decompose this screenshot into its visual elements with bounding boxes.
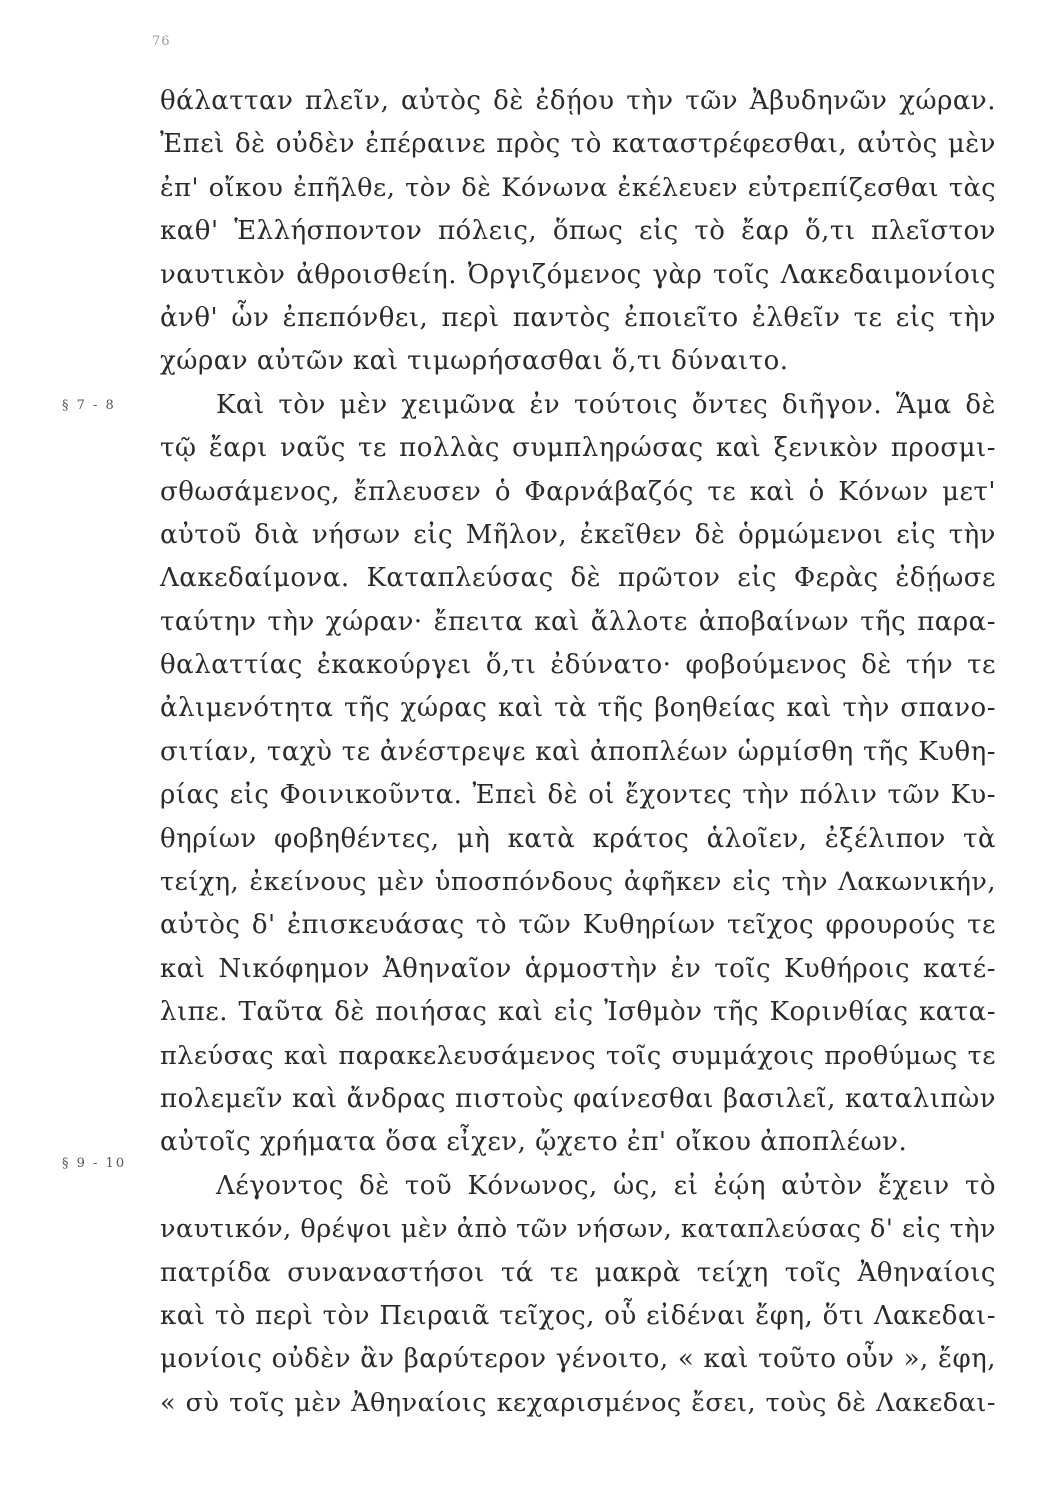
- text-line: « σὺ τοῖς μὲν Ἀθηναίοις κεχαρισμένος ἔσει, τοὺς δὲ Λακεδαι-: [160, 1387, 996, 1418]
- text-line: λιπε. Ταῦτα δὲ ποιήσας καὶ εἰς Ἰσθμὸν τῆς Κορινθίας κατα-: [160, 997, 996, 1028]
- text-line: αὐτοῦ διὰ νήσων εἰς Μῆλον, ἐκεῖθεν δὲ ὁρμώμενοι εἰς τὴν: [160, 519, 996, 550]
- text-line: καθ' Ἑλλήσποντον πόλεις, ὅπως εἰς τὸ ἔαρ ὅ,τι πλεῖστον: [160, 216, 996, 247]
- body-text: [160, 80, 996, 1425]
- text-line: αὐτοῖς χρήματα ὅσα εἶχεν, ᾤχετο ἐπ' οἴκου ἀποπλέων.: [160, 1127, 908, 1158]
- text-line: ταύτην τὴν χώραν· ἔπειτα καὶ ἄλλοτε ἀποβαίνων τῆς παρα-: [160, 606, 996, 637]
- paragraph-start-line: Καὶ τὸν μὲν χειμῶνα ἐν τούτοις ὄντες διῆγον. Ἅμα δὲ: [216, 389, 996, 420]
- text-line: ρίας εἰς Φοινικοῦντα. Ἐπεὶ δὲ οἱ ἔχοντες τὴν πόλιν τῶν Κυ-: [160, 780, 996, 811]
- page-number: 76: [152, 34, 171, 49]
- text-line: ναυτικὸν ἀθροισθείη. Ὀργιζόμενος γὰρ τοῖς Λακεδαιμονίοις: [160, 259, 996, 290]
- text-line: τείχη, ἐκείνους μὲν ὑποσπόνδους ἀφῆκεν εἰς τὴν Λακωνικήν,: [160, 867, 996, 898]
- section-marker-7-8: § 7 - 8: [62, 398, 116, 413]
- text-line: χώραν αὐτῶν καὶ τιμωρήσασθαι ὅ,τι δύναιτο.: [160, 346, 789, 377]
- paragraph-start-line: Λέγοντος δὲ τοῦ Κόνωνος, ὡς, εἰ ἐῴη αὐτὸν ἔχειν τὸ: [216, 1170, 996, 1201]
- text-line: πατρίδα συναναστήσοι τά τε μακρὰ τείχη τοῖς Ἀθηναίοις: [160, 1257, 996, 1288]
- text-line: καὶ Νικόφημον Ἀθηναῖον ἁρμοστὴν ἐν τοῖς Κυθήροις κατέ-: [160, 953, 996, 984]
- text-line: αὐτὸς δ' ἐπισκευάσας τὸ τῶν Κυθηρίων τεῖχος φρουρούς τε: [160, 910, 996, 941]
- text-line: θηρίων φοβηθέντες, μὴ κατὰ κράτος ἁλοῖεν, ἐξέλιπον τὰ: [160, 823, 996, 854]
- text-line: Ἐπεὶ δὲ οὐδὲν ἐπέραινε πρὸς τὸ καταστρέφεσθαι, αὐτὸς μὲν: [160, 129, 996, 160]
- text-line: Λακεδαίμονα. Καταπλεύσας δὲ πρῶτον εἰς Φερὰς ἐδῄωσε: [160, 563, 996, 594]
- section-marker-9-10: § 9 - 10: [62, 1156, 127, 1171]
- text-line: τῷ ἔαρι ναῦς τε πολλὰς συμπληρώσας καὶ ξενικὸν προσμι-: [160, 433, 996, 464]
- text-line: πλεύσας καὶ παρακελευσάμενος τοῖς συμμάχοις προθύμως τε: [160, 1040, 996, 1071]
- text-line: θάλατταν πλεῖν, αὐτὸς δὲ ἐδῄου τὴν τῶν Ἀβυδηνῶν χώραν.: [160, 86, 996, 116]
- text-line: πολεμεῖν καὶ ἄνδρας πιστοὺς φαίνεσθαι βασιλεῖ, καταλιπὼν: [160, 1083, 996, 1114]
- text-line: ἐπ' οἴκου ἐπῆλθε, τὸν δὲ Κόνωνα ἐκέλευεν εὐτρεπίζεσθαι τὰς: [160, 172, 996, 203]
- text-line: μονίοις οὐδὲν ἂν βαρύτερον γένοιτο, « καὶ τοῦτο οὖν », ἔφη,: [160, 1344, 996, 1375]
- text-line: θαλαττίας ἐκακούργει ὅ,τι ἐδύνατο· φοβούμενος δὲ τήν τε: [160, 650, 996, 681]
- text-line: ναυτικόν, θρέψοι μὲν ἀπὸ τῶν νήσων, καταπλεύσας δ' εἰς τὴν: [160, 1214, 996, 1245]
- text-line: σθωσάμενος, ἔπλευσεν ὁ Φαρνάβαζός τε καὶ ὁ Κόνων μετ': [160, 476, 996, 507]
- text-line: ἀνθ' ὧν ἐπεπόνθει, περὶ παντὸς ἐποιεῖτο ἐλθεῖν τε εἰς τὴν: [160, 302, 996, 333]
- text-line: καὶ τὸ περὶ τὸν Πειραιᾶ τεῖχος, οὗ εἰδέναι ἔφη, ὅτι Λακεδαι-: [160, 1300, 996, 1331]
- text-line: σιτίαν, ταχὺ τε ἀνέστρεψε καὶ ἀποπλέων ὡρμίσθη τῆς Κυθη-: [160, 736, 996, 767]
- text-line: ἀλιμενότητα τῆς χώρας καὶ τὰ τῆς βοηθείας καὶ τὴν σπανο-: [160, 693, 996, 724]
